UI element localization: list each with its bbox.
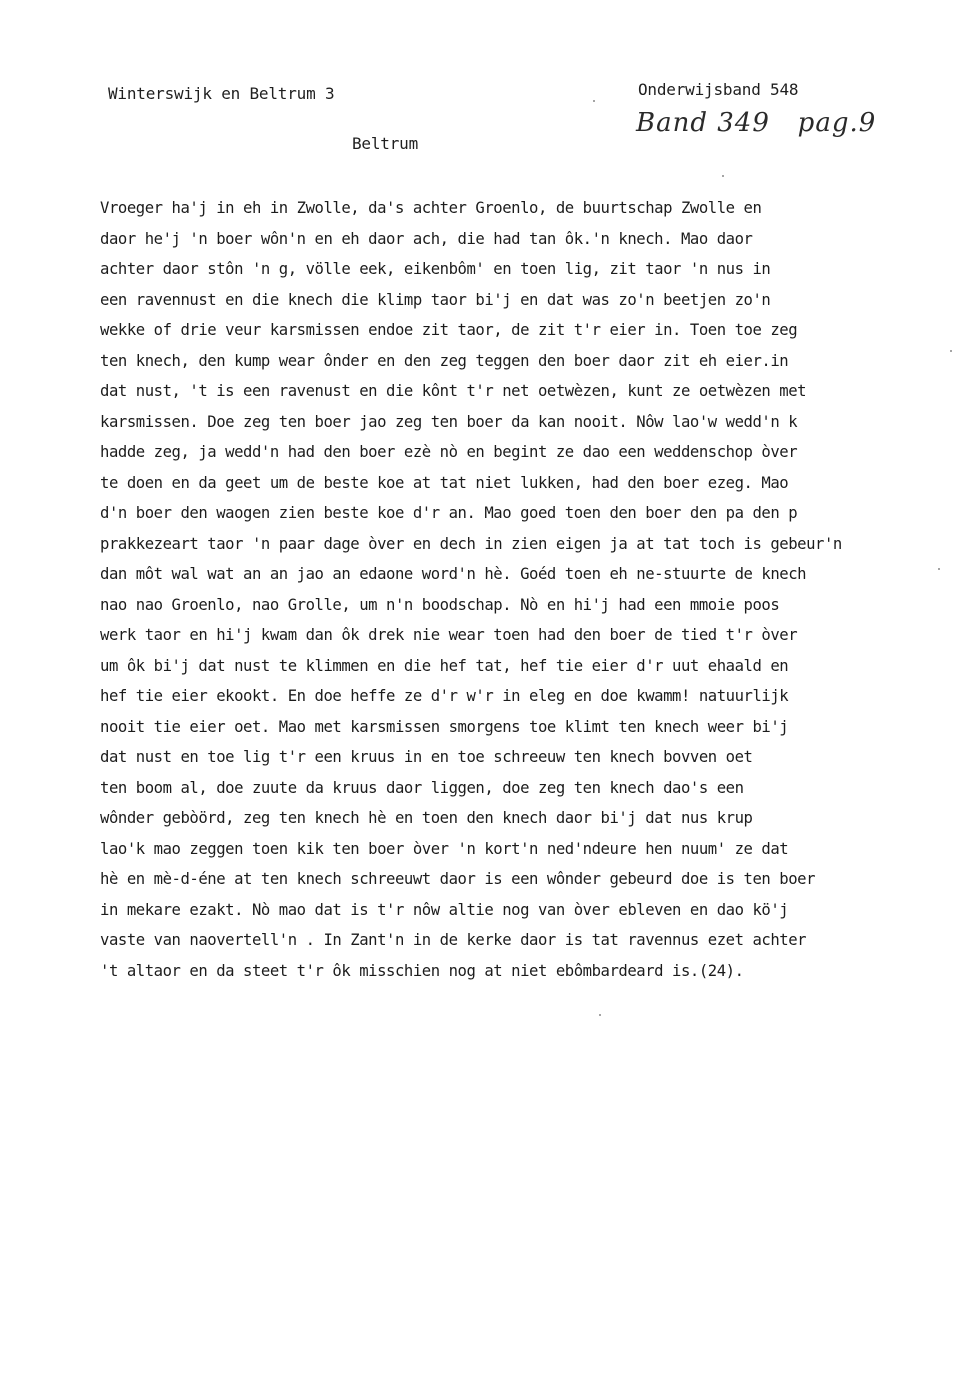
story-line: daor he'j 'n boer wôn'n en eh daor ach, die had tan ôk.'n knech. Mao daor	[100, 229, 753, 248]
story-line: dan môt wal wat an an jao an edaone word'n hè. Goéd toen eh ne-stuurte de knech	[100, 565, 807, 583]
story-line: Vroeger ha'j in eh in Zwolle, da's achter Groenlo, de buurtschap Zwolle en	[100, 199, 762, 217]
story-line: vaste van naovertell'n . In Zant'n in de kerke daor is tat ravennus ezet achter	[100, 931, 807, 949]
story-line: um ôk bi'j dat nust te klimmen en die hef tat, hef tie eier d'r uut ehaald en	[100, 656, 789, 675]
story-line: dat nust, 't is een ravenust en die kônt t'r net oetwèzen, kunt ze oetwèzen met	[100, 382, 807, 400]
story-line: d'n boer den waogen zien beste koe d'r an. Mao goed toen den boer den pa den p	[100, 504, 798, 522]
story-line: hadde zeg, ja wedd'n had den boer ezè nò en begint ze dao een weddenschop òver	[100, 443, 798, 461]
story-line: hef tie eier ekookt. En doe heffe ze d'r w'r in eleg en doe kwamm! natuurlijk	[100, 687, 789, 705]
story-line: in mekare ezakt. Nò mao dat is t'r nôw altie nog van òver ebleven en dao kö'j	[100, 900, 789, 919]
story-line: dat nust en toe lig t'r een kruus in en toe schreeuw ten knech bovven oet	[100, 748, 753, 766]
story-line: wônder gebòörd, zeg ten knech hè en toen den knech daor bi'j dat nus krup	[100, 809, 753, 827]
story-line: achter daor stôn 'n g, völle eek, eikenbôm' en toen lig, zit taor 'n nus in	[100, 260, 771, 278]
story-line: nooit tie eier oet. Mao met karsmissen smorgens toe klimt ten knech weer bi'j	[100, 717, 789, 736]
tape-number: Onderwijsband 548	[638, 80, 799, 99]
handwritten-annotation: Band 349 pag.9	[636, 108, 877, 138]
story-line: 't altaor en da steet t'r ôk misschien nog at niet ebômbardeard is.(24).	[100, 961, 744, 980]
story-line: wekke of drie veur karsmissen endoe zit taor, de zit t'r eier in. Toen toe zeg	[100, 321, 798, 339]
story-line: prakkezeart taor 'n paar dage òver en dech in zien eigen ja at tat toch is gebeur'n	[100, 534, 842, 553]
story-line: karsmissen. Doe zeg ten boer jao zeg ten boer da kan nooit. Nôw lao'w wedd'n k	[100, 412, 798, 431]
story-line: werk taor en hi'j kwam dan ôk drek nie wear toen had den boer de tied t'r òver	[100, 626, 798, 644]
story-line: nao nao Groenlo, nao Grolle, um n'n boodschap. Nò en hi'j had een mmoie poos	[100, 595, 780, 614]
story-line: een ravennust en die knech die klimp taor bi'j en dat was zo'n beetjen zo'n	[100, 290, 771, 309]
story-text	[100, 193, 975, 986]
story-line: ten knech, den kump wear ônder en den zeg teggen den boer daor zit eh eier.in	[100, 351, 789, 370]
series-title: Winterswijk en Beltrum 3	[108, 84, 335, 103]
story-line: lao'k mao zeggen toen kik ten boer òver 'n kort'n ned'ndeure hen nuum' ze dat	[100, 839, 789, 858]
story-line: te doen en da geet um de beste koe at tat niet lukken, had den boer ezeg. Mao	[100, 473, 789, 492]
story-line: ten boom al, doe zuute da kruus daor liggen, doe zeg ten knech dao's een	[100, 778, 744, 797]
place-heading: Beltrum	[352, 134, 419, 153]
story-line: hè en mè-d-éne at ten knech schreeuwt daor is een wônder gebeurd doe is ten boer	[100, 870, 816, 888]
